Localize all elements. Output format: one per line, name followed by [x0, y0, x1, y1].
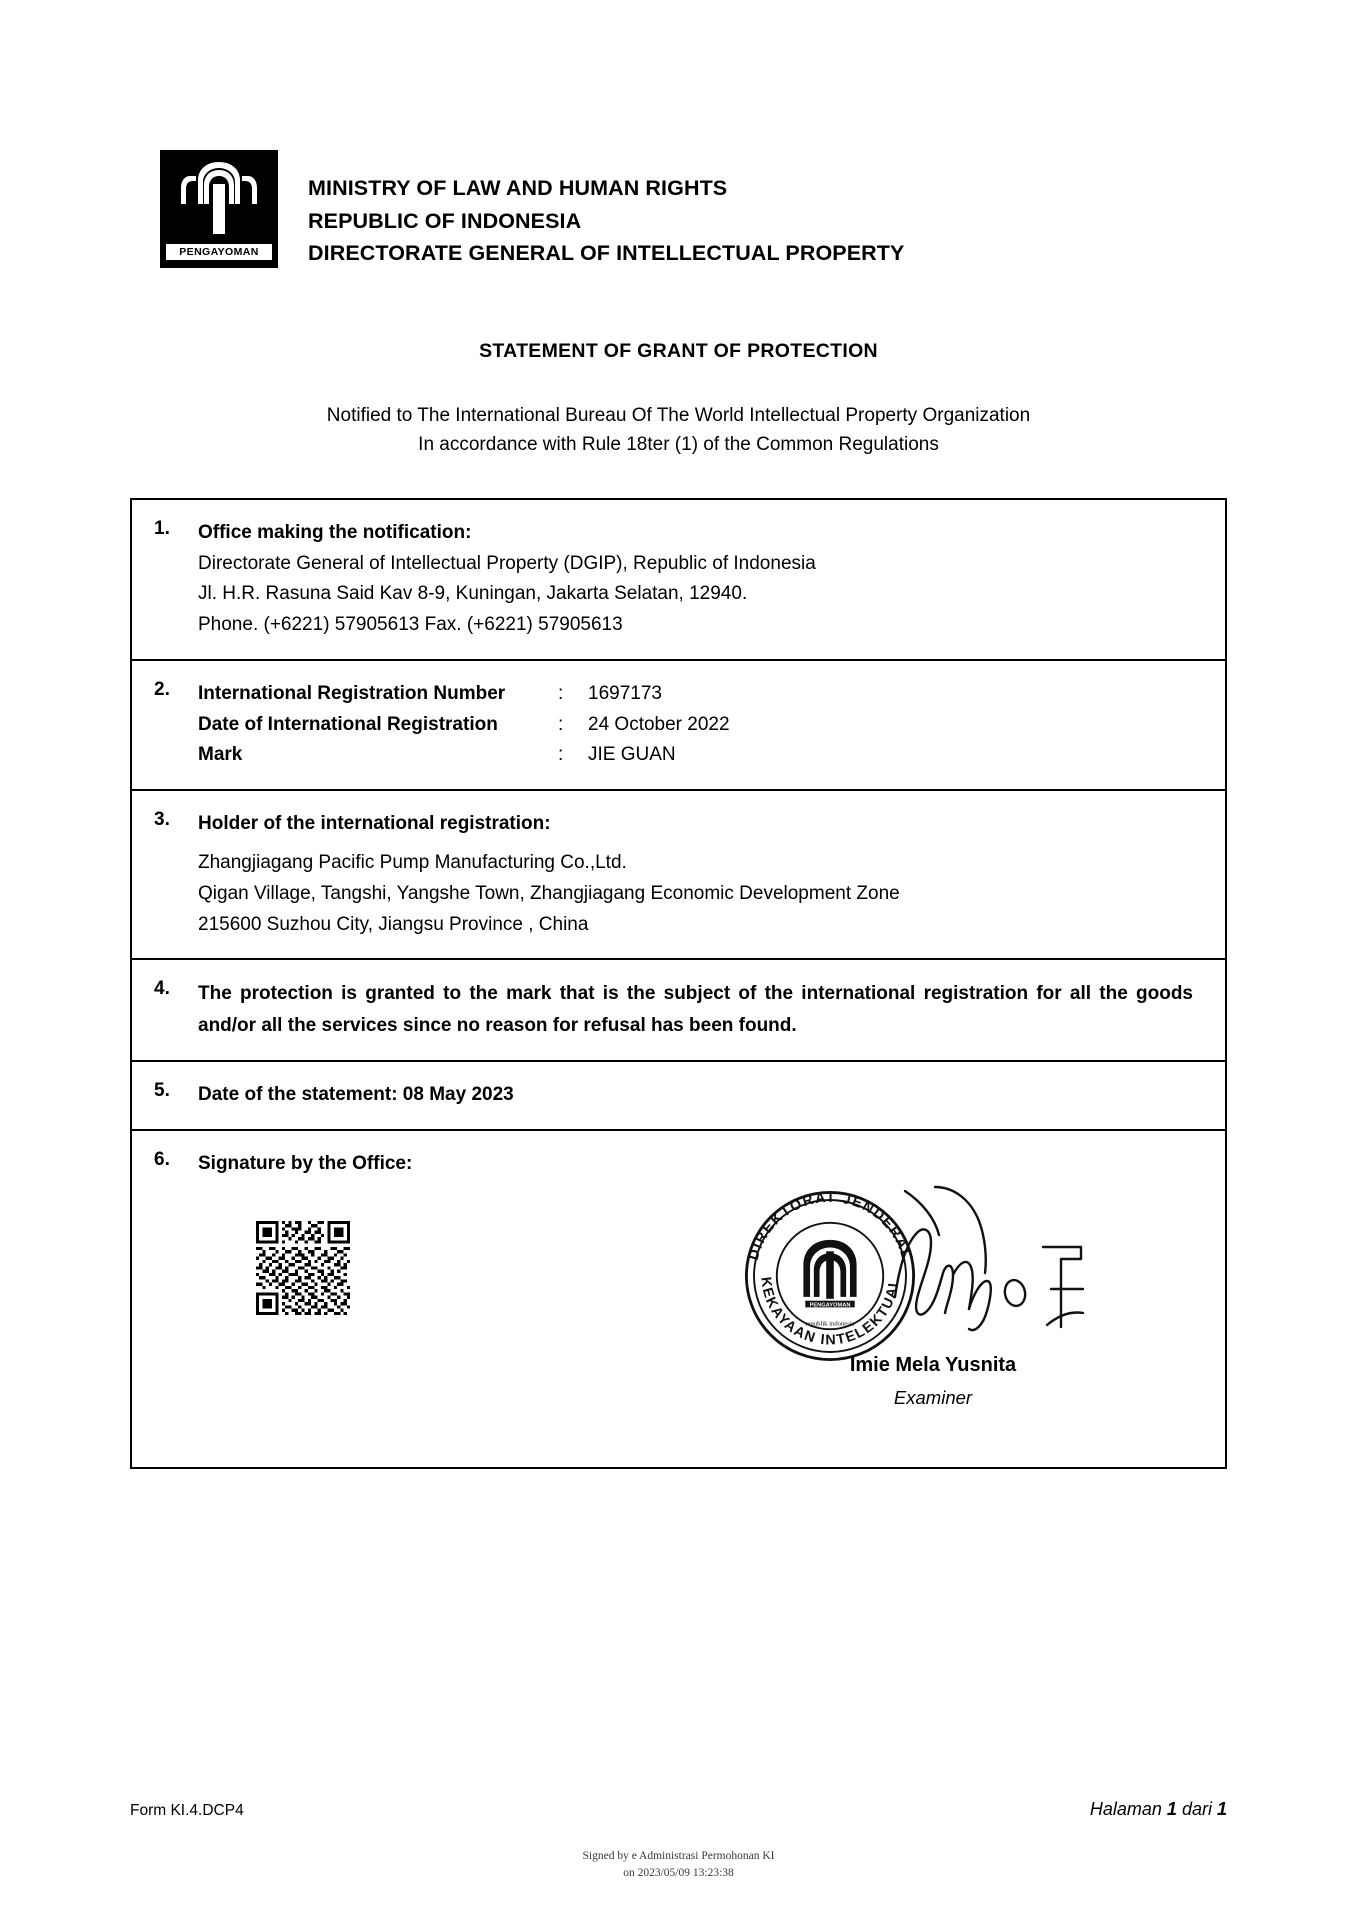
- page-current: 1: [1166, 1799, 1177, 1819]
- ministry-crest-icon: [160, 150, 278, 268]
- office-line-1: Directorate General of Intellectual Property (DGIP), Republic of Indonesia: [198, 552, 816, 574]
- signer-role: Examiner: [893, 1386, 973, 1408]
- colon-2: :: [558, 713, 564, 735]
- mark-row: [198, 740, 1203, 771]
- signed-note-line-2: on 2023/05/09 13:23:38: [623, 1866, 734, 1879]
- registration-date-row: [198, 710, 1203, 741]
- holder-line-3: 215600 Suzhou City, Jiangsu Province , China: [198, 913, 589, 935]
- signed-note-line-1: Signed by e Administrasi Permohonan KI: [582, 1849, 775, 1862]
- colon-3: :: [558, 744, 564, 766]
- row-number-5: 5.: [154, 1080, 170, 1102]
- subtitle-line-1: Notified to The International Bureau Of The World Intellectual Property Organization: [326, 405, 1031, 427]
- mark-value: JIE GUAN: [588, 744, 676, 766]
- registration-date-label: Date of International Registration: [198, 713, 498, 735]
- ministry-title-block: [308, 150, 904, 270]
- ministry-line-3: DIRECTORATE GENERAL OF INTELLECTUAL PROPERTY: [308, 241, 905, 266]
- holder-line-1: Zhangjiagang Pacific Pump Manufacturing Co.,Ltd.: [198, 852, 627, 874]
- signature-heading: Signature by the Office:: [198, 1152, 413, 1174]
- row-content-office: [198, 518, 1225, 641]
- svg-text:republik indonesia: republik indonesia: [805, 1320, 855, 1328]
- document-footer: [130, 1799, 1227, 1820]
- page-label: Halaman: [1089, 1799, 1162, 1819]
- table-row-protection: [132, 960, 1225, 1062]
- row-number-4: 4.: [154, 978, 170, 1000]
- page-indicator: [1090, 1799, 1227, 1820]
- registration-number-row: [198, 679, 1203, 710]
- row-number-1: 1.: [154, 517, 170, 539]
- table-row-holder: [132, 791, 1225, 960]
- colon-1: :: [558, 682, 564, 704]
- holder-line-2: Qigan Village, Tangshi, Yangshe Town, Zhangjiagang Economic Development Zone: [198, 882, 900, 904]
- registration-number-value: 1697173: [588, 682, 662, 704]
- protection-statement: The protection is granted to the mark that is the subject of the international registration for all the goods and/or all the services since no reason for refusal has been found.: [198, 983, 1193, 1037]
- page-separator: dari: [1181, 1799, 1212, 1819]
- registration-date-value: 24 October 2022: [588, 713, 730, 735]
- page-title: STATEMENT OF GRANT OF PROTECTION: [479, 340, 878, 363]
- signer-name: Imie Mela Yusnita: [849, 1353, 1017, 1376]
- handwritten-signature: [875, 1177, 1135, 1377]
- statement-date: Date of the statement: 08 May 2023: [198, 1084, 514, 1106]
- office-heading: Office making the notification:: [198, 521, 472, 543]
- row-content-protection: [198, 978, 1225, 1042]
- row-content-registration: [198, 679, 1225, 771]
- form-code: Form KI.4.DCP4: [130, 1802, 244, 1819]
- table-row-date: [132, 1062, 1225, 1131]
- svg-text:PENGAYOMAN: PENGAYOMAN: [809, 1302, 851, 1309]
- registration-number-label: International Registration Number: [198, 682, 506, 704]
- document-subtitle: [130, 401, 1227, 460]
- table-row-signature: [132, 1131, 1225, 1467]
- title-block: [130, 340, 1227, 460]
- row-number-2: 2.: [154, 678, 170, 700]
- subtitle-line-2: In accordance with Rule 18ter (1) of the Common Regulations: [418, 434, 939, 456]
- page-total: 1: [1216, 1799, 1227, 1819]
- digital-signature-note: [0, 1848, 1357, 1883]
- document-header: [130, 0, 1227, 270]
- table-row-registration: [132, 661, 1225, 791]
- row-number-3: 3.: [154, 809, 170, 831]
- qr-code-icon[interactable]: [256, 1221, 350, 1315]
- svg-text:KEKAYAAN INTELEKTUAL: KEKAYAAN INTELEKTUAL: [757, 1276, 903, 1349]
- mark-label: Mark: [198, 744, 243, 766]
- row-number-6: 6.: [154, 1148, 170, 1170]
- row-content-holder: [198, 809, 1225, 940]
- holder-heading: Holder of the international registration:: [198, 813, 551, 835]
- signer-block: [723, 1349, 1143, 1413]
- office-line-2: Jl. H.R. Rasuna Said Kav 8-9, Kuningan, Jakarta Selatan, 12940.: [198, 583, 748, 605]
- row-content-date: [198, 1080, 1225, 1111]
- ministry-line-2: REPUBLIC OF INDONESIA: [308, 208, 582, 233]
- table-row-office: [132, 500, 1225, 661]
- row-content-signature: [198, 1149, 1225, 1449]
- svg-text:DIREKTORAT JENDERAL: DIREKTORAT JENDERAL: [745, 1189, 915, 1262]
- statement-table: [130, 498, 1227, 1469]
- crest-ribbon-label: PENGAYOMAN: [166, 244, 272, 260]
- ministry-line-1: MINISTRY OF LAW AND HUMAN RIGHTS: [308, 176, 728, 200]
- office-line-3: Phone. (+6221) 57905613 Fax. (+6221) 57905613: [198, 614, 623, 636]
